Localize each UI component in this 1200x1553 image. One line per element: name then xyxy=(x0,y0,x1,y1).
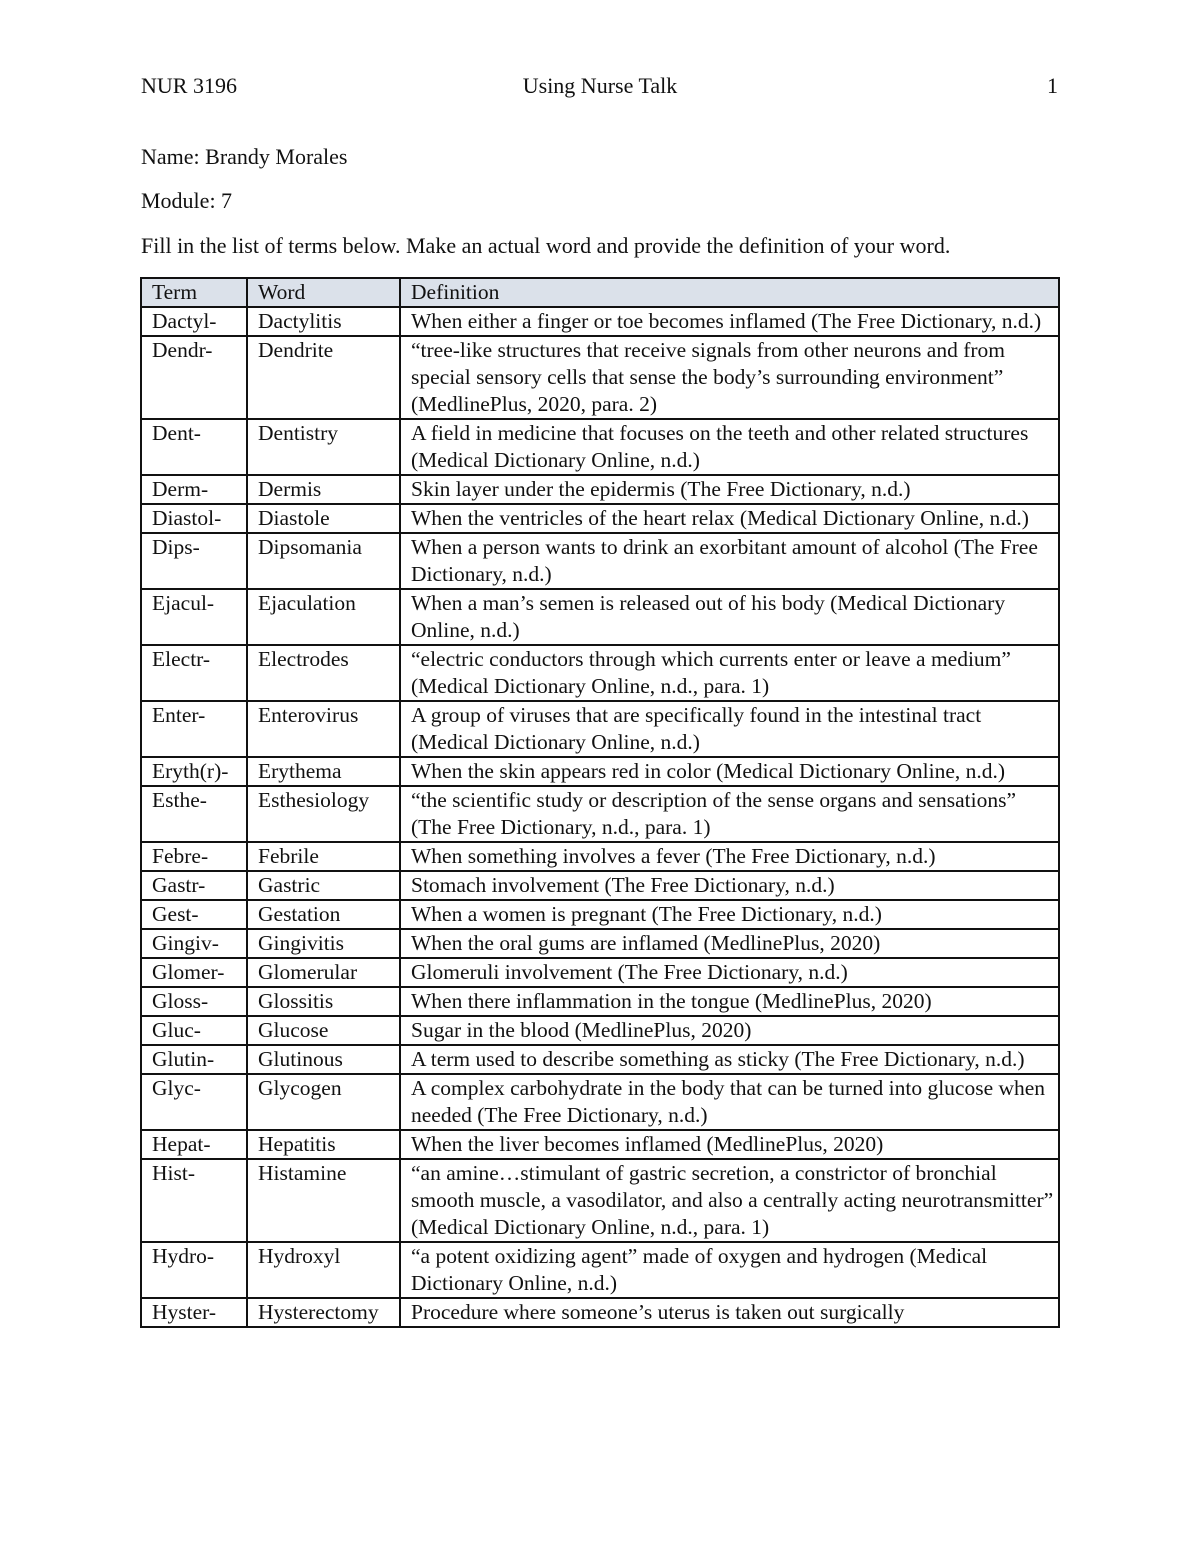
definition-cell: When either a finger or toe becomes inflamed (The Free Dictionary, n.d.) xyxy=(400,307,1059,336)
term-cell: Dent- xyxy=(141,419,247,475)
definition-cell: When the oral gums are inflamed (MedlinePlus, 2020) xyxy=(400,929,1059,958)
header-page-number: 1 xyxy=(1047,73,1058,98)
word-cell: Febrile xyxy=(247,842,400,871)
column-header-term: Term xyxy=(141,278,247,307)
definition-cell: Skin layer under the epidermis (The Free Dictionary, n.d.) xyxy=(400,475,1059,504)
table-row xyxy=(141,645,1059,701)
table-row xyxy=(141,871,1059,900)
table-row xyxy=(141,1159,1059,1242)
table-row xyxy=(141,842,1059,871)
word-cell: Glucose xyxy=(247,1016,400,1045)
table-row xyxy=(141,701,1059,757)
definition-cell: Sugar in the blood (MedlinePlus, 2020) xyxy=(400,1016,1059,1045)
term-cell: Enter- xyxy=(141,701,247,757)
definition-cell: A field in medicine that focuses on the teeth and other related structures (Medical Dictionary Online, n.d.) xyxy=(400,419,1059,475)
instructions: Fill in the list of terms below. Make an actual word and provide the definition of your word. xyxy=(141,233,951,258)
term-cell: Dips- xyxy=(141,533,247,589)
term-cell: Febre- xyxy=(141,842,247,871)
terms-table xyxy=(140,277,1060,1328)
definition-cell: Procedure where someone’s uterus is taken out surgically xyxy=(400,1298,1059,1327)
definition-cell: Stomach involvement (The Free Dictionary, n.d.) xyxy=(400,871,1059,900)
term-cell: Glyc- xyxy=(141,1074,247,1130)
term-cell: Dendr- xyxy=(141,336,247,419)
definition-cell: When a person wants to drink an exorbitant amount of alcohol (The Free Dictionary, n.d.) xyxy=(400,533,1059,589)
word-cell: Dermis xyxy=(247,475,400,504)
module-number: Module: 7 xyxy=(141,188,233,213)
term-cell: Glomer- xyxy=(141,958,247,987)
table-row xyxy=(141,900,1059,929)
word-cell: Gingivitis xyxy=(247,929,400,958)
table-row xyxy=(141,336,1059,419)
word-cell: Ejaculation xyxy=(247,589,400,645)
word-cell: Dentistry xyxy=(247,419,400,475)
term-cell: Electr- xyxy=(141,645,247,701)
table-row xyxy=(141,1074,1059,1130)
table-row xyxy=(141,1242,1059,1298)
definition-cell: “the scientific study or description of the sense organs and sensations” (The Free Dictionary, n.d., para. 1) xyxy=(400,786,1059,842)
word-cell: Glutinous xyxy=(247,1045,400,1074)
definition-cell: When something involves a fever (The Free Dictionary, n.d.) xyxy=(400,842,1059,871)
term-cell: Hepat- xyxy=(141,1130,247,1159)
definition-cell: “an amine…stimulant of gastric secretion, a constrictor of bronchial smooth muscle, a vasodilator, and also a centrally acting neurotransmitter” (Medical Dictionary Online, n.d., para. 1) xyxy=(400,1159,1059,1242)
term-cell: Hist- xyxy=(141,1159,247,1242)
word-cell: Erythema xyxy=(247,757,400,786)
term-cell: Gastr- xyxy=(141,871,247,900)
word-cell: Electrodes xyxy=(247,645,400,701)
table-row xyxy=(141,1045,1059,1074)
student-name: Name: Brandy Morales xyxy=(141,144,348,169)
definition-cell: When the skin appears red in color (Medical Dictionary Online, n.d.) xyxy=(400,757,1059,786)
table-row xyxy=(141,1016,1059,1045)
column-header-definition: Definition xyxy=(400,278,1059,307)
table-row xyxy=(141,958,1059,987)
header-course: NUR 3196 xyxy=(141,73,237,98)
table-row xyxy=(141,475,1059,504)
word-cell: Dactylitis xyxy=(247,307,400,336)
definition-cell: A term used to describe something as sticky (The Free Dictionary, n.d.) xyxy=(400,1045,1059,1074)
term-cell: Dactyl- xyxy=(141,307,247,336)
table-header-row xyxy=(141,278,1059,307)
word-cell: Hysterectomy xyxy=(247,1298,400,1327)
word-cell: Glomerular xyxy=(247,958,400,987)
term-cell: Gloss- xyxy=(141,987,247,1016)
table-row xyxy=(141,757,1059,786)
term-cell: Gest- xyxy=(141,900,247,929)
word-cell: Dendrite xyxy=(247,336,400,419)
definition-cell: “tree-like structures that receive signals from other neurons and from special sensory cells that sense the body’s surrounding environment” (MedlinePlus, 2020, para. 2) xyxy=(400,336,1059,419)
table-row xyxy=(141,589,1059,645)
word-cell: Hydroxyl xyxy=(247,1242,400,1298)
word-cell: Diastole xyxy=(247,504,400,533)
table-row xyxy=(141,533,1059,589)
word-cell: Glossitis xyxy=(247,987,400,1016)
definition-cell: When the ventricles of the heart relax (Medical Dictionary Online, n.d.) xyxy=(400,504,1059,533)
term-cell: Glutin- xyxy=(141,1045,247,1074)
word-cell: Gastric xyxy=(247,871,400,900)
header-title: Using Nurse Talk xyxy=(522,73,678,98)
column-header-word: Word xyxy=(247,278,400,307)
table-row xyxy=(141,307,1059,336)
term-cell: Esthe- xyxy=(141,786,247,842)
word-cell: Esthesiology xyxy=(247,786,400,842)
term-cell: Hydro- xyxy=(141,1242,247,1298)
word-cell: Gestation xyxy=(247,900,400,929)
term-cell: Hyster- xyxy=(141,1298,247,1327)
table-row xyxy=(141,419,1059,475)
definition-cell: When the liver becomes inflamed (MedlinePlus, 2020) xyxy=(400,1130,1059,1159)
definition-cell: “a potent oxidizing agent” made of oxygen and hydrogen (Medical Dictionary Online, n.d.) xyxy=(400,1242,1059,1298)
word-cell: Dipsomania xyxy=(247,533,400,589)
term-cell: Ejacul- xyxy=(141,589,247,645)
table-row xyxy=(141,987,1059,1016)
definition-cell: “electric conductors through which currents enter or leave a medium” (Medical Dictionary Online, n.d., para. 1) xyxy=(400,645,1059,701)
word-cell: Histamine xyxy=(247,1159,400,1242)
definition-cell: A group of viruses that are specifically found in the intestinal tract (Medical Dictionary Online, n.d.) xyxy=(400,701,1059,757)
table-row xyxy=(141,786,1059,842)
definition-cell: When a man’s semen is released out of his body (Medical Dictionary Online, n.d.) xyxy=(400,589,1059,645)
table-row xyxy=(141,929,1059,958)
term-cell: Diastol- xyxy=(141,504,247,533)
term-cell: Gluc- xyxy=(141,1016,247,1045)
table-row xyxy=(141,1130,1059,1159)
table-row xyxy=(141,1298,1059,1327)
word-cell: Enterovirus xyxy=(247,701,400,757)
word-cell: Glycogen xyxy=(247,1074,400,1130)
word-cell: Hepatitis xyxy=(247,1130,400,1159)
term-cell: Derm- xyxy=(141,475,247,504)
table-body xyxy=(141,307,1059,1327)
term-cell: Gingiv- xyxy=(141,929,247,958)
term-cell: Eryth(r)- xyxy=(141,757,247,786)
definition-cell: A complex carbohydrate in the body that can be turned into glucose when needed (The Free Dictionary, n.d.) xyxy=(400,1074,1059,1130)
definition-cell: When a women is pregnant (The Free Dictionary, n.d.) xyxy=(400,900,1059,929)
table-row xyxy=(141,504,1059,533)
definition-cell: Glomeruli involvement (The Free Dictionary, n.d.) xyxy=(400,958,1059,987)
definition-cell: When there inflammation in the tongue (MedlinePlus, 2020) xyxy=(400,987,1059,1016)
